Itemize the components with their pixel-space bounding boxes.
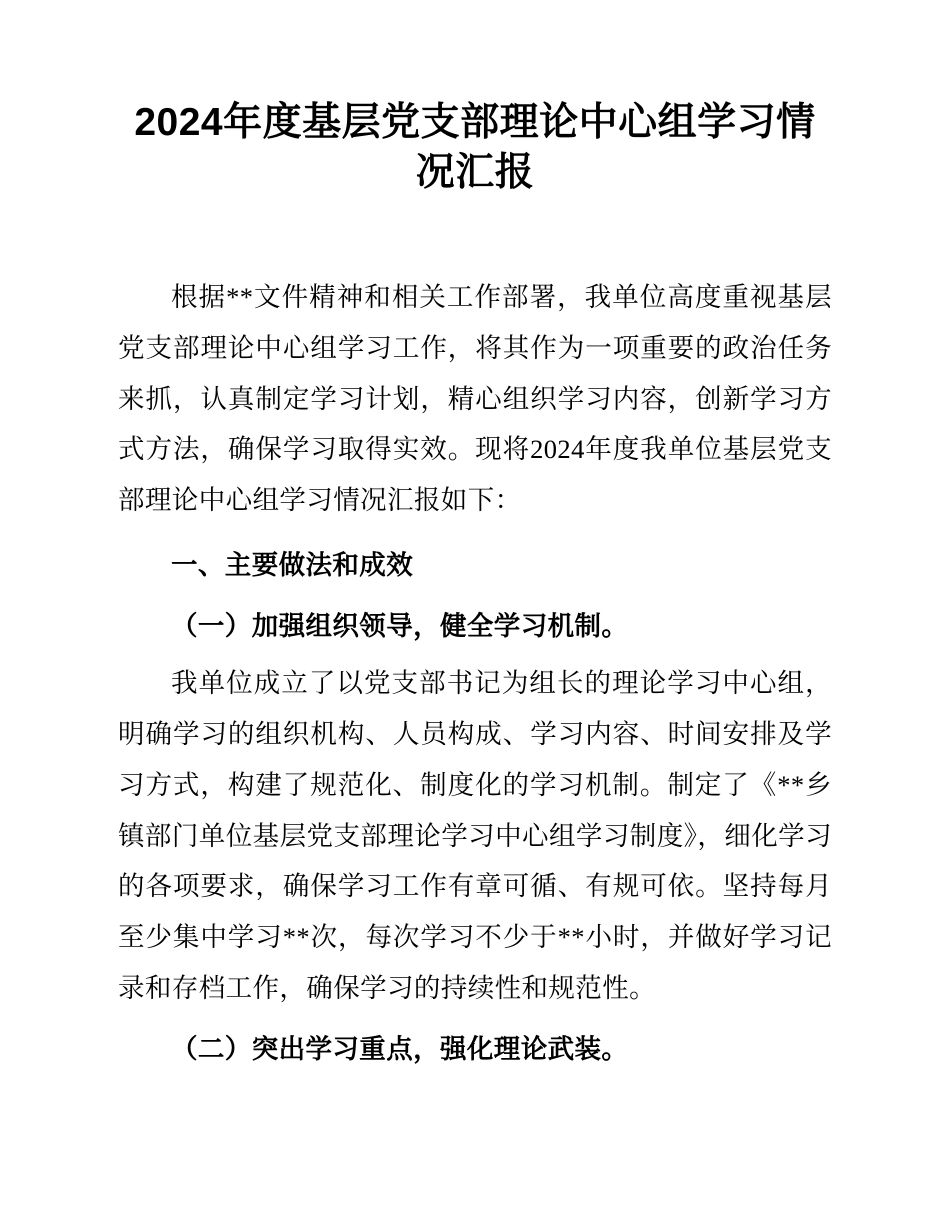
- paragraph-organization: 我单位成立了以党支部书记为组长的理论学习中心组，明确学习的组织机构、人员构成、学习内容、时间安排及学习方式，构建了规范化、制度化的学习机制。制定了《**乡镇部门单位基层党支部理论学习中心组学习制度》，细化学习的各项要求，确保学习工作有章可循、有规可依。坚持每月至少集中学习**次，每次学习不少于**小时，并做好学习记录和存档工作，确保学习的持续性和规范性。: [118, 667, 832, 1004]
- page-title: 2024年度基层党支部理论中心组学习情况汇报: [134, 101, 816, 194]
- title-spacer: [118, 198, 832, 272]
- paragraph-intro: 根据**文件精神和相关工作部署，我单位高度重视基层党支部理论中心组学习工作，将其作为一项重要的政治任务来抓，认真制定学习计划，精心组织学习内容，创新学习方式方法，确保学习取得实效。现将2024年度我单位基层党支部理论中心组学习情况汇报如下：: [118, 281, 832, 516]
- subsection-heading-two: （二）突出学习重点，强化理论武装。: [171, 1034, 629, 1065]
- subsection-heading-one: （一）加强组织领导，健全学习机制。: [171, 611, 629, 642]
- section-heading-one: 一、主要做法和成效: [171, 550, 414, 581]
